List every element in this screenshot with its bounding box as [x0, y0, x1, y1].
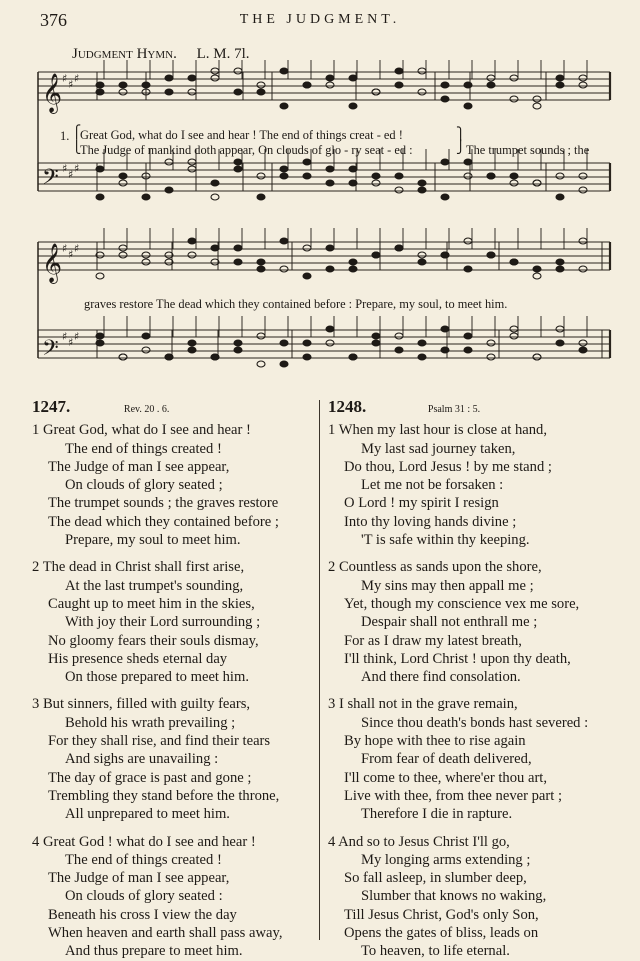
note-head	[257, 333, 265, 339]
note-head	[533, 273, 541, 279]
note-head	[119, 245, 127, 251]
note-head	[372, 180, 380, 186]
stanza-line-text: The dead in Christ shall first arise,	[42, 559, 245, 576]
tune-name: Judgment Hymn.	[72, 46, 177, 62]
music-lyric-line-b: The Judge of mankind doth appear, On clouds of glo - ry seat - ed :	[80, 143, 413, 157]
page-number: 376	[40, 10, 67, 30]
stanza-number: 1	[328, 422, 339, 439]
note-head	[188, 347, 196, 353]
note-head	[142, 333, 150, 339]
note-head	[326, 166, 334, 172]
scripture-reference: Rev. 20 . 6.	[123, 404, 170, 415]
note-head	[142, 252, 150, 258]
scripture-reference: Psalm 31 : 5.	[427, 404, 481, 415]
note-head	[234, 166, 242, 172]
tune-meter: L. M. 7l.	[196, 46, 250, 62]
note-head	[119, 180, 127, 186]
hymn-1247-stanzas	[32, 421, 322, 960]
stanza-line-text: And so to Jesus Christ I'll go,	[338, 833, 510, 850]
stanza-line: Behold his wrath prevailing ;	[65, 714, 236, 731]
note-head	[579, 187, 587, 193]
note-head	[326, 75, 334, 81]
note-head	[326, 326, 334, 332]
note-head	[418, 259, 426, 265]
stanza-line: No gloomy fears their souls dismay,	[48, 632, 259, 649]
stanza-line: All unprepared to meet him.	[65, 806, 230, 823]
sharp-icon: ♯	[62, 330, 68, 343]
stanza-line: The dead which they contained before ;	[48, 513, 279, 530]
note-head	[510, 326, 518, 332]
hymn-1248-stanzas	[328, 421, 628, 960]
note-head	[418, 252, 426, 258]
note-head	[579, 266, 587, 272]
stanza-line	[328, 558, 628, 576]
stanza	[32, 558, 322, 686]
note-head	[257, 259, 265, 265]
note-head	[96, 333, 104, 339]
sharp-icon: ♯	[74, 242, 80, 255]
sharp-icon: ♯	[62, 72, 68, 85]
brace-top: ⎧	[72, 125, 82, 139]
note-head	[211, 180, 219, 186]
note-head	[96, 166, 104, 172]
stanza	[32, 695, 322, 823]
note-head	[234, 259, 242, 265]
stanza	[32, 421, 322, 549]
note-head	[533, 96, 541, 102]
note-head	[303, 273, 311, 279]
hymn-1247-heading	[32, 398, 322, 419]
stanza-number: 3	[32, 696, 43, 713]
stanza-line-text: I shall not in the grave remain,	[338, 696, 518, 713]
stanza-line-text: When my last hour is close at hand,	[338, 422, 548, 439]
note-head	[349, 259, 357, 265]
note-head	[165, 89, 173, 95]
note-head	[533, 180, 541, 186]
note-head	[441, 326, 449, 332]
stanza	[32, 833, 322, 961]
note-head	[533, 266, 541, 272]
note-head	[418, 340, 426, 346]
stanza-line: His presence sheds eternal day	[48, 650, 228, 667]
stanza-line: The Judge of man I see appear,	[48, 458, 230, 475]
stanza-line	[328, 833, 628, 851]
note-head	[257, 361, 265, 367]
note-head	[372, 333, 380, 339]
note-head	[510, 173, 518, 179]
note-head	[96, 82, 104, 88]
stanza	[328, 558, 628, 686]
stanza-line	[32, 833, 322, 851]
note-head	[142, 194, 150, 200]
stanza-line: Slumber that knows no waking,	[361, 888, 547, 905]
clef-icon: 𝄢	[42, 165, 59, 195]
note-head	[464, 103, 472, 109]
note-head	[188, 252, 196, 258]
note-head	[372, 252, 380, 258]
note-head	[349, 266, 357, 272]
note-head	[579, 347, 587, 353]
note-head	[487, 354, 495, 360]
sharp-icon: ♯	[68, 336, 74, 349]
stanza-line	[32, 421, 322, 439]
note-head	[556, 340, 564, 346]
note-head	[326, 245, 334, 251]
stanza-line: Live with thee, from thee never part ;	[344, 787, 563, 804]
note-head	[556, 194, 564, 200]
stanza-line: Do thou, Lord Jesus ! by me stand ;	[344, 458, 552, 475]
note-head	[257, 82, 265, 88]
stanza-line-text: But sinners, filled with guilty fears,	[42, 696, 251, 713]
note-head	[464, 159, 472, 165]
note-head	[395, 173, 403, 179]
note-head	[418, 180, 426, 186]
note-head	[579, 173, 587, 179]
note-head	[487, 75, 495, 81]
lyric-verse-number: 1.	[60, 129, 70, 143]
note-head	[533, 354, 541, 360]
stanza-number: 4	[328, 833, 339, 850]
brace-bottom: ⎩	[72, 140, 82, 154]
note-head	[579, 238, 587, 244]
stanza-line-text: Great God ! what do I see and hear !	[42, 833, 256, 850]
note-head	[142, 259, 150, 265]
note-head	[165, 75, 173, 81]
note-head	[510, 75, 518, 81]
hymn-1248	[328, 398, 628, 961]
stanza-line: The day of grace is past and gone ;	[48, 769, 252, 786]
note-head	[211, 245, 219, 251]
stanza-line: Yet, though my conscience vex me sore,	[344, 595, 580, 612]
page-header	[0, 10, 640, 34]
clef-icon: 𝄢	[42, 336, 59, 366]
sharp-icon: ♯	[68, 168, 74, 181]
note-head	[280, 238, 288, 244]
note-head	[326, 266, 334, 272]
note-head	[487, 82, 495, 88]
stanza-number: 1	[32, 422, 43, 439]
note-head	[418, 68, 426, 74]
sharp-icon: ♯	[74, 72, 80, 85]
stanza-line: To heaven, to life eternal.	[361, 943, 510, 960]
note-head	[280, 103, 288, 109]
note-head	[188, 166, 196, 172]
stanza-line: 'T is safe within thy keeping.	[361, 532, 530, 549]
note-head	[280, 68, 288, 74]
note-head	[165, 187, 173, 193]
brace-close-top: ⎫	[456, 127, 466, 141]
stanza-line: O Lord ! my spirit I resign	[344, 495, 499, 512]
note-head	[257, 173, 265, 179]
note-head	[188, 159, 196, 165]
sharp-icon: ♯	[68, 78, 74, 91]
note-head	[464, 333, 472, 339]
note-head	[395, 333, 403, 339]
note-head	[211, 75, 219, 81]
note-head	[234, 347, 242, 353]
stanza-line: My last sad journey taken,	[361, 440, 516, 457]
sharp-icon: ♯	[68, 248, 74, 261]
stanza-line	[32, 558, 322, 576]
note-head	[441, 159, 449, 165]
note-head	[418, 354, 426, 360]
note-head	[280, 266, 288, 272]
stanza-line: The end of things created !	[65, 440, 222, 457]
stanza-line: The end of things created !	[65, 851, 222, 868]
stanza-line: My sins may then appall me ;	[361, 577, 534, 594]
stanza-line: Beneath his cross I view the day	[48, 906, 237, 923]
stanza-line: Therefore I die in rapture.	[361, 806, 513, 823]
stanza-line: And there find consolation.	[361, 669, 521, 686]
note-head	[533, 103, 541, 109]
clef-icon: 𝄞	[42, 73, 63, 113]
note-head	[234, 68, 242, 74]
note-head	[418, 187, 426, 193]
note-head	[464, 238, 472, 244]
note-head	[119, 354, 127, 360]
note-head	[96, 89, 104, 95]
note-head	[326, 340, 334, 346]
note-head	[510, 96, 518, 102]
stanza-number: 2	[32, 559, 43, 576]
stanza-number: 4	[32, 833, 43, 850]
note-head	[487, 340, 495, 346]
stanza-line-text: Countless as sands upon the shore,	[338, 559, 542, 576]
note-head	[395, 347, 403, 353]
note-head	[326, 180, 334, 186]
note-head	[441, 347, 449, 353]
note-head	[418, 89, 426, 95]
note-head	[96, 273, 104, 279]
stanza-line: The trumpet sounds ; the graves restore	[48, 495, 279, 512]
note-head	[303, 340, 311, 346]
note-head	[234, 89, 242, 95]
note-head	[510, 180, 518, 186]
stanza-line	[32, 695, 322, 713]
note-head	[234, 159, 242, 165]
stanza-line: Till Jesus Christ, God's only Son,	[344, 906, 539, 923]
stanza-line: My longing arms extending ;	[361, 851, 531, 868]
stanza-line: For as I draw my latest breath,	[344, 632, 522, 649]
stanza-line-text: Great God, what do I see and hear !	[42, 422, 251, 439]
note-head	[349, 103, 357, 109]
hymn-number: 1247.	[32, 397, 71, 416]
note-head	[188, 238, 196, 244]
stanza-line	[328, 695, 628, 713]
note-head	[556, 326, 564, 332]
stanza-line: Into thy loving hands divine ;	[344, 513, 517, 530]
note-head	[188, 75, 196, 81]
note-head	[119, 173, 127, 179]
note-head	[188, 89, 196, 95]
note-head	[579, 82, 587, 88]
note-head	[556, 75, 564, 81]
note-head	[119, 82, 127, 88]
music-lyric-line-b2: The trumpet sounds ; the	[466, 143, 590, 157]
stanza-line: For they shall rise, and find their tears	[48, 733, 271, 750]
sharp-icon: ♯	[74, 162, 80, 175]
note-head	[395, 68, 403, 74]
note-head	[234, 340, 242, 346]
note-head	[303, 354, 311, 360]
note-head	[257, 89, 265, 95]
stanza-line: The Judge of man I see appear,	[48, 870, 230, 887]
note-head	[257, 194, 265, 200]
stanza-line: Prepare, my soul to meet him.	[65, 532, 241, 549]
note-head	[303, 159, 311, 165]
stanza-line: On those prepared to meet him.	[65, 669, 249, 686]
brace-close-bottom: ⎭	[456, 140, 466, 154]
stanza	[328, 421, 628, 549]
note-head	[280, 166, 288, 172]
note-head	[96, 194, 104, 200]
note-head	[119, 252, 127, 258]
stanza-line: Since thou death's bonds hast severed :	[361, 714, 589, 731]
stanza-line: On clouds of glory seated ;	[65, 477, 223, 494]
music-score	[0, 60, 640, 378]
sharp-icon: ♯	[74, 330, 80, 343]
note-head	[464, 82, 472, 88]
note-head	[372, 340, 380, 346]
note-head	[211, 354, 219, 360]
note-head	[372, 173, 380, 179]
note-head	[349, 354, 357, 360]
note-head	[441, 82, 449, 88]
stanza-line: Caught up to meet him in the skies,	[48, 595, 255, 612]
note-head	[165, 354, 173, 360]
stanza-line: Let me not be forsaken :	[361, 477, 504, 494]
stanza-line: I'll think, Lord Christ ! upon thy death,	[344, 650, 571, 667]
note-head	[303, 245, 311, 251]
note-head	[579, 340, 587, 346]
stanza-line: So fall asleep, in slumber deep,	[344, 870, 527, 887]
note-head	[556, 266, 564, 272]
music-lyric-line-a: Great God, what do I see and hear ! The end of things creat - ed !	[80, 128, 403, 142]
stanza-number: 2	[328, 559, 339, 576]
note-head	[395, 82, 403, 88]
sharp-icon: ♯	[62, 242, 68, 255]
stanza-line: Trembling they stand before the throne,	[48, 787, 280, 804]
note-head	[188, 340, 196, 346]
music-lyric-line-c: graves restore The dead which they contained before : Prepare, my soul, to meet him.	[84, 297, 508, 311]
note-head	[119, 89, 127, 95]
stanza-line: Opens the gates of bliss, leads on	[344, 925, 539, 942]
note-head	[464, 347, 472, 353]
note-head	[142, 347, 150, 353]
stanza-line: At the last trumpet's sounding,	[65, 577, 244, 594]
note-head	[326, 82, 334, 88]
sharp-icon: ♯	[62, 162, 68, 175]
note-head	[280, 173, 288, 179]
note-head	[349, 75, 357, 81]
clef-icon: 𝄞	[42, 243, 63, 283]
stanza-line: From fear of death delivered,	[361, 751, 532, 768]
stanza	[328, 695, 628, 823]
note-head	[349, 180, 357, 186]
note-head	[165, 159, 173, 165]
note-head	[441, 194, 449, 200]
note-head	[441, 96, 449, 102]
note-head	[349, 166, 357, 172]
stanza-line: When heaven and earth shall pass away,	[48, 925, 283, 942]
note-head	[372, 89, 380, 95]
note-head	[487, 252, 495, 258]
stanza-line: And thus prepare to meet him.	[65, 943, 243, 960]
note-head	[280, 340, 288, 346]
note-head	[142, 82, 150, 88]
note-head	[280, 361, 288, 367]
running-head: THE JUDGMENT.	[239, 12, 401, 27]
stanza-line: On clouds of glory seated :	[65, 888, 223, 905]
note-head	[510, 333, 518, 339]
stanza-line	[328, 421, 628, 439]
note-head	[211, 68, 219, 74]
note-head	[556, 173, 564, 179]
note-head	[257, 266, 265, 272]
note-head	[234, 245, 242, 251]
stanza-line: By hope with thee to rise again	[344, 733, 526, 750]
note-head	[395, 187, 403, 193]
stanza-number: 3	[328, 696, 339, 713]
note-head	[211, 194, 219, 200]
hymn-number: 1248.	[328, 397, 367, 416]
note-head	[464, 266, 472, 272]
stanza-line: And sighs are unavailing :	[65, 751, 219, 768]
stanza-line: Despair shall not enthrall me ;	[361, 614, 538, 631]
note-head	[441, 252, 449, 258]
note-head	[579, 75, 587, 81]
note-head	[556, 259, 564, 265]
stanza-line: I'll come to thee, where'er thou art,	[344, 769, 548, 786]
stanza-line: With joy their Lord surrounding ;	[65, 614, 261, 631]
note-head	[464, 173, 472, 179]
note-head	[303, 173, 311, 179]
hymn-1248-heading	[328, 398, 628, 419]
stanza	[328, 833, 628, 961]
note-head	[556, 82, 564, 88]
note-head	[96, 340, 104, 346]
hymn-1247	[32, 398, 322, 961]
